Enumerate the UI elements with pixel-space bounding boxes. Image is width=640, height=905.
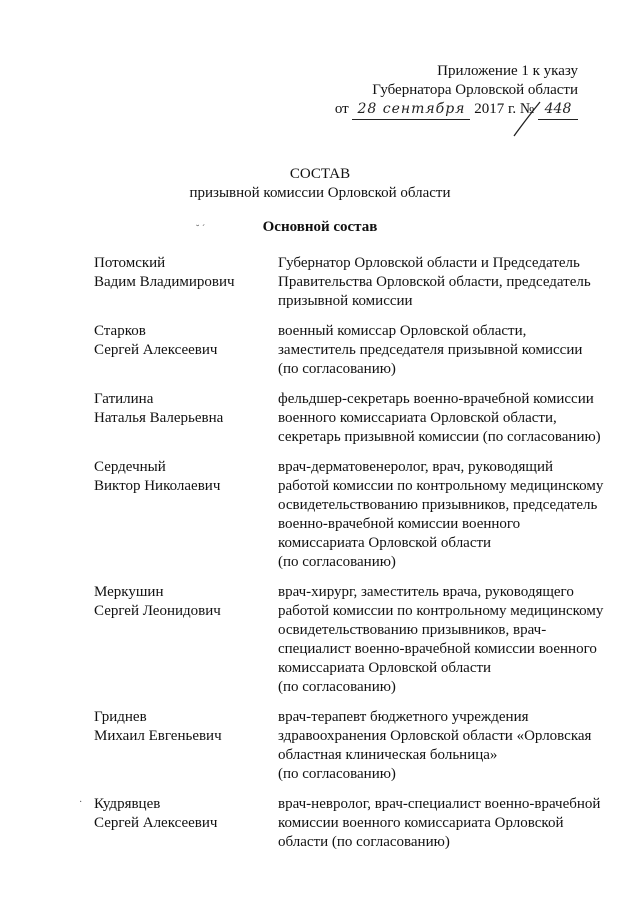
title-main: СОСТАВ: [289, 166, 351, 182]
role-line: здравоохранения Орловской области «Орловская: [278, 728, 592, 744]
member-row: [94, 458, 624, 572]
appendix-line-2: Губернатора Орловской области: [372, 82, 578, 98]
role-line: работой комиссии по контрольному медицинскому: [278, 603, 604, 619]
member-surname: Старков: [94, 323, 146, 339]
member-row: [94, 583, 624, 697]
title-sub: призывной комиссии Орловской области: [189, 185, 451, 201]
member-role: [278, 458, 624, 572]
role-line: специалист военно-врачебной комиссии военного: [278, 641, 597, 657]
handwritten-number: 448: [538, 100, 578, 120]
role-line: комиссии военного комиссариата Орловской: [278, 815, 564, 831]
member-row: [94, 795, 624, 852]
member-surname: Сердечный: [94, 459, 166, 475]
member-given-name: Сергей Алексеевич: [94, 815, 218, 831]
member-surname: Гриднев: [94, 709, 147, 725]
member-row: [94, 390, 624, 447]
document-title: [0, 165, 640, 203]
member-name: [94, 583, 278, 697]
member-role: [278, 583, 624, 697]
member-given-name: Наталья Валерьевна: [94, 410, 224, 426]
handwritten-date: 28 сентября: [352, 100, 470, 120]
member-name: [94, 458, 278, 572]
member-surname: Меркушин: [94, 584, 164, 600]
role-line: освидетельствованию призывников, председатель: [278, 497, 598, 513]
member-row: [94, 254, 624, 311]
member-given-name: Сергей Алексеевич: [94, 342, 218, 358]
member-surname: Гатилина: [94, 391, 154, 407]
member-role: [278, 708, 624, 784]
member-name: [94, 322, 278, 379]
member-row: [94, 708, 624, 784]
role-line: (по согласованию): [278, 679, 396, 695]
role-line: секретарь призывной комиссии (по согласованию): [278, 429, 601, 445]
scan-mark: ·: [79, 797, 83, 808]
role-line: комиссариата Орловской области: [278, 660, 492, 676]
member-name: [94, 795, 278, 852]
role-line: военного комиссариата Орловской области,: [278, 410, 557, 426]
role-line: Правительства Орловской области, председатель: [278, 274, 591, 290]
date-suffix: 2017 г. №: [474, 101, 535, 117]
appendix-line-1: Приложение 1 к указу: [437, 63, 578, 79]
role-line: врач-невролог, врач-специалист военно-врачебной: [278, 796, 601, 812]
role-line: военно-врачебной комиссии военного: [278, 516, 521, 532]
member-role: [278, 254, 624, 311]
member-role: [278, 390, 624, 447]
role-line: врач-дерматовенеролог, врач, руководящий: [278, 459, 554, 475]
members-list: [94, 254, 624, 852]
role-line: врач-хирург, заместитель врача, руководящего: [278, 584, 574, 600]
signature-stroke-icon: [510, 100, 544, 138]
member-given-name: Вадим Владимирович: [94, 274, 235, 290]
date-prefix: от: [334, 101, 349, 117]
member-row: [94, 322, 624, 379]
role-line: областная клиническая больница»: [278, 747, 498, 763]
section-heading: Основной состав: [262, 219, 378, 235]
role-line: заместитель председателя призывной комиссии: [278, 342, 583, 358]
member-role: [278, 322, 624, 379]
member-name: [94, 254, 278, 311]
role-line: Губернатор Орловской области и Председатель: [278, 255, 580, 271]
role-line: (по согласованию): [278, 554, 396, 570]
scan-mark: ˘ ˊ: [196, 224, 206, 235]
role-line: врач-терапевт бюджетного учреждения: [278, 709, 529, 725]
member-given-name: Виктор Николаевич: [94, 478, 221, 494]
member-given-name: Сергей Леонидович: [94, 603, 221, 619]
role-line: области (по согласованию): [278, 834, 450, 850]
member-role: [278, 795, 624, 852]
role-line: (по согласованию): [278, 766, 396, 782]
role-line: призывной комиссии: [278, 293, 413, 309]
role-line: фельдшер-секретарь военно-врачебной комиссии: [278, 391, 594, 407]
role-line: освидетельствованию призывников, врач-: [278, 622, 547, 638]
role-line: (по согласованию): [278, 361, 396, 377]
member-given-name: Михаил Евгеньевич: [94, 728, 222, 744]
member-surname: Потомский: [94, 255, 166, 271]
role-line: работой комиссии по контрольному медицинскому: [278, 478, 604, 494]
member-surname: Кудрявцев: [94, 796, 161, 812]
role-line: военный комиссар Орловской области,: [278, 323, 527, 339]
member-name: [94, 708, 278, 784]
member-name: [94, 390, 278, 447]
role-line: комиссариата Орловской области: [278, 535, 492, 551]
